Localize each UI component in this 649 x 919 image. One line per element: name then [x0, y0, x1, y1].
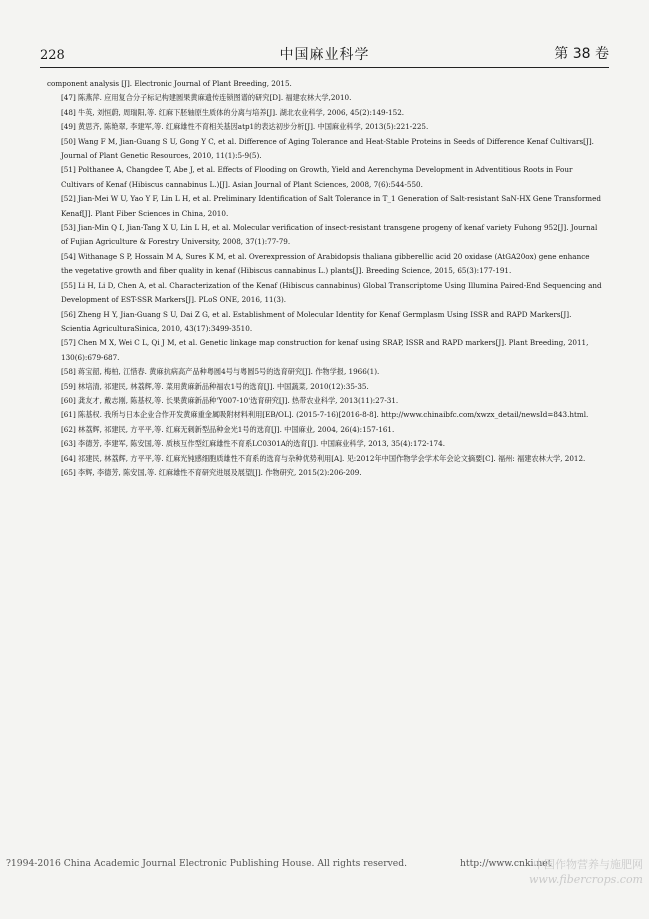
reference-item: [56] Zheng H Y, Jian-Guang S U, Dai Z G, et al. Establishment of Molecular Identity for Kenaf Germplasm Using ISSR and RAPD Markers[J]. Scientia AgriculturaSinica, 2010, 43(17):3499-3510.: [61, 309, 572, 333]
reference-item: [50] Wang F M, Jian-Guang S U, Gong Y C, et al. Difference of Aging Tolerance and Heat-Stable Proteins in Seeds of Difference Kenaf Cultivars[J]. Journal of Plant Genetic Resources, 2010, 11(1):5-9(5).: [61, 136, 594, 161]
reference-item: [65] 李辉, 李德芳, 陈安国,等. 红麻雄性不育研究进展及展望[J]. 作物研究, 2015(2):206-209.: [61, 467, 362, 477]
journal-title: 中国麻业科学: [279, 47, 370, 63]
header-rule: [40, 67, 609, 68]
reference-item: [55] Li H, Li D, Chen A, et al. Characterization of the Kenaf (Hibiscus cannabinus) Global Transcriptome Using Illumina Paired-End Sequencing and Development of EST-SSR Markers[J]. PLoS ONE, 2016, 11(3).: [61, 280, 602, 305]
reference-item: [64] 祁建民, 林荔辉, 方平平,等. 红麻光钝感细胞质雄性不育系的选育与杂种优势利用[A]. 见:2012年中国作物学会学术年会论文摘要[C]. 福州: 福建农林大学, 2012.: [61, 453, 586, 463]
reference-item: [47] 陈燕萍. 应用复合分子标记构建圆果黄麻遗传连锁图谱的研究[D]. 福建农林大学,2010.: [61, 93, 352, 103]
watermark-cn: 中国作物营养与施肥网: [533, 858, 643, 871]
watermark-en: www.fibercrops.com: [528, 873, 643, 886]
reference-item: component analysis [J]. Electronic Journal of Plant Breeding, 2015.: [47, 79, 292, 88]
reference-item: [60] 龚友才, 戴志刚, 陈基权,等. 长果黄麻新品种'Y007-10'选育研究[J]. 热带农业科学, 2013(11):27-31.: [61, 395, 399, 405]
reference-item: [57] Chen M X, Wei C L, Qi J M, et al. Genetic linkage map construction for kenaf using SRAP, ISSR and RAPD markers[J]. Plant Breeding, 2011, 130(6):679-687.: [61, 338, 589, 362]
reference-item: [48] 牛英, 刘恒蔚, 周瑞阳,等. 红麻下胚轴原生质体的分离与培养[J]. 湖北农业科学, 2006, 45(2):149-152.: [61, 107, 405, 117]
page-number: 228: [40, 48, 65, 63]
reference-item: [62] 林荔辉, 祁建民, 方平平,等. 红麻无刺新型品种金光1号的选育[J]. 中国麻业, 2004, 26(4):157-161.: [61, 424, 395, 434]
reference-item: [61] 陈基权. 我所与日本企业合作开发黄麻重金属吸附材料利用[EB/OL]. (2015-7-16)[2016-8-8]. http://www.chinaibfc.com/xwzx_detail/newsId=843.html.: [61, 410, 589, 420]
page-header: [40, 40, 609, 62]
reference-item: [53] Jian-Min Q I, Jian-Tang X U, Lin L H, et al. Molecular verification of insect-resistant transgene progeny of kenaf variety Fuhong 952[J]. Journal of Fujian Agriculture & Forestry University, 2008, 37(1):77-79.: [61, 223, 598, 247]
reference-item: [58] 蒋宝韶, 梅柏, 江惜春. 黄麻抗病高产品种粤圆4号与粤圆5号的选育研究[J]. 作物学报, 1966(1).: [61, 367, 380, 377]
cnki-link[interactable]: http://www.cnki.net: [460, 858, 552, 869]
copyright-notice: ?1994-2016 China Academic Journal Electronic Publishing House. All rights reserved.: [6, 858, 408, 869]
reference-list: [47, 77, 602, 480]
reference-item: [52] Jian-Mei W U, Yao Y F, Lin L H, et al. Preliminary Identification of Salt Tolerance in T_1 Generation of Salt-resistant SaN-HX Gene Transformed Kenaf[J]. Plant Fiber Sciences in China, 2010.: [61, 194, 601, 218]
reference-item: [54] Withanage S P, Hossain M A, Sures K M, et al. Overexpression of Arabidopsis thaliana gibberellic acid 20 oxidase (AtGA20ox) gene enhance the vegetative growth and fiber quality in kenaf (Hibiscus cannabinus L.) plants[J]. Breeding Science, 2015, 65(3):177-191.: [61, 251, 590, 276]
volume-label: 第 38 卷: [554, 46, 609, 62]
reference-item: [59] 林培清, 祁建民, 林荔辉,等. 菜用黄麻新品种福农1号的选育[J]. 中国蔬菜, 2010(12):35-35.: [61, 381, 369, 391]
reference-item: [63] 李德芳, 李建军, 陈安国,等. 质核互作型红麻雄性不育系LC0301A的选育[J]. 中国麻业科学, 2013, 35(4):172-174.: [61, 439, 445, 449]
reference-item: [49] 黄思齐, 陈艳翠, 李建军,等. 红麻雄性不育相关基因atp1的表达初步分析[J]. 中国麻业科学, 2013(5):221-225.: [61, 122, 429, 132]
reference-item: [51] Polthanee A, Changdee T, Abe J, et al. Effects of Flooding on Growth, Yield and Aerenchyma Development in Adventitious Roots in Four Cultivars of Kenaf (Hibiscus cannabinus L.)[J]. Asian Journal of Plant Sciences, 2008, 7(6):544-550.: [61, 165, 573, 189]
